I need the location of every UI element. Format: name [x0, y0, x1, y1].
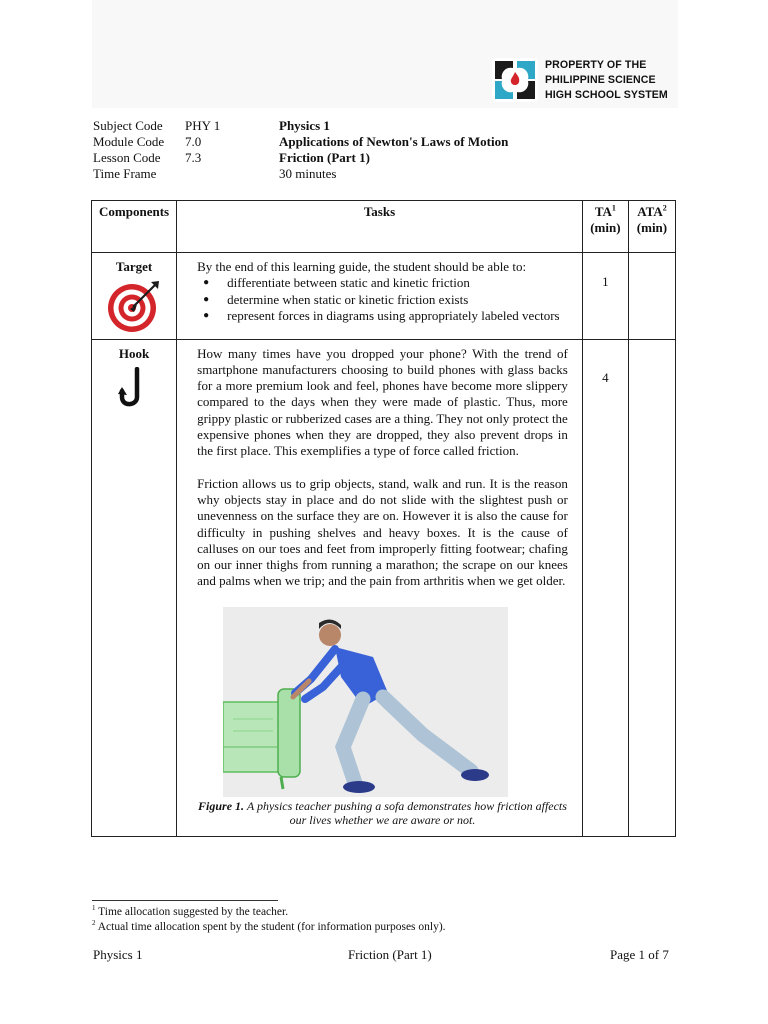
- target-component-cell: [92, 253, 177, 340]
- sofa-push-illustration: [223, 607, 508, 797]
- hook-task-cell: [177, 339, 583, 836]
- branding-text: [545, 58, 668, 103]
- meta-label: Module Code: [93, 134, 165, 149]
- figure-image: [223, 607, 508, 797]
- target-label: Target: [115, 259, 153, 274]
- hook-paragraph: Friction allows us to grip objects, stand, walk and run. It is the reason why objects stay in place and do not slide with the slightest push or unevenness on the surface they are on. However it is also the cause for difficulty in pushing shelves and heavy boxes. It is the cause of calluses on our toes and feet from improperly fitting footwear; chafing on our inner thighs from running a marathon; the scrape on our knees and palms when we trip; and the pain from arthritis when we get older.: [197, 475, 568, 589]
- target-icon: [106, 278, 162, 334]
- meta-value: Applications of Newton's Laws of Motion: [279, 134, 509, 149]
- meta-value: Physics 1: [279, 118, 330, 133]
- meta-code: PHY 1: [185, 118, 221, 133]
- footnote-number: 1: [92, 904, 96, 913]
- objective-item: ● differentiate between static and kinetic friction: [197, 275, 568, 291]
- target-task-cell: [177, 253, 583, 340]
- footer-center: Friction (Part 1): [348, 947, 432, 962]
- header-ata-unit: (min): [636, 220, 668, 236]
- header-ata-label: ATA: [637, 204, 663, 219]
- pshs-logo-icon: [491, 57, 539, 103]
- meta-value: Friction (Part 1): [279, 150, 370, 165]
- branding-line: HIGH SCHOOL SYSTEM: [545, 89, 668, 101]
- target-intro: By the end of this learning guide, the student should be able to:: [197, 259, 527, 274]
- objectives-list: [197, 275, 568, 324]
- lesson-table: [91, 200, 676, 837]
- objective-item: ● represent forces in diagrams using appropriately labeled vectors: [197, 308, 568, 324]
- footnote-text: Time allocation suggested by the teacher.: [98, 906, 289, 918]
- figure-caption: [197, 799, 568, 830]
- header-ta-sup: 1: [611, 203, 616, 213]
- footnote-number: 2: [92, 919, 96, 928]
- hook-ata: [628, 339, 675, 836]
- meta-label: Time Frame: [93, 166, 157, 181]
- figure-caption-text: A physics teacher pushing a sofa demonstrates how friction affects our lives whether we are aware or not.: [246, 798, 567, 828]
- fishhook-icon: [117, 367, 151, 413]
- branding-line: PHILIPPINE SCIENCE: [545, 74, 656, 86]
- hook-component-cell: [92, 339, 177, 836]
- meta-code: 7.3: [185, 150, 202, 165]
- target-ata: [628, 253, 675, 340]
- meta-label: Subject Code: [93, 118, 163, 133]
- hook-paragraph: How many times have you dropped your phone? With the trend of smartphone manufacturers choosing to build phones with glass backs for a more premium look and feel, phones have become more slippery compared to the days when they were made of plastic. Thus, more grippy plastic or rubberized cases are a thing. They not only protect the expensive phones when they are dropped, they also prevent drops in the first place. This exemplifies a type of force called friction.: [197, 345, 568, 459]
- footnote-divider: [92, 900, 278, 901]
- table-row-target: [92, 253, 676, 340]
- meta-code: 7.0: [185, 134, 202, 149]
- header-components: Components: [92, 201, 177, 253]
- footnote: [92, 905, 446, 920]
- table-row-hook: [92, 339, 676, 836]
- footer-left: Physics 1: [93, 947, 143, 962]
- objective-item: ● determine when static or kinetic friction exists: [197, 292, 568, 308]
- header-tasks: Tasks: [177, 201, 583, 253]
- footnote-text: Actual time allocation spent by the student (for information purposes only).: [97, 921, 446, 933]
- table-header-row: [92, 201, 676, 253]
- header-ata: [628, 201, 675, 253]
- branding-line: PROPERTY OF THE: [545, 59, 647, 71]
- target-ta: 1: [582, 253, 628, 340]
- hook-ta: 4: [582, 339, 628, 836]
- meta-label: Lesson Code: [93, 150, 161, 165]
- header-ta-unit: (min): [590, 220, 621, 236]
- footnote: [92, 920, 446, 935]
- header-ata-sup: 2: [662, 203, 667, 213]
- meta-value: 30 minutes: [279, 166, 337, 181]
- header-ta: [582, 201, 628, 253]
- hook-label: Hook: [118, 345, 150, 361]
- header-ta-label: TA: [594, 204, 612, 219]
- footer-page-number: Page 1 of 7: [610, 947, 669, 962]
- figure-label: Figure 1.: [198, 798, 245, 813]
- footnotes: [92, 905, 446, 935]
